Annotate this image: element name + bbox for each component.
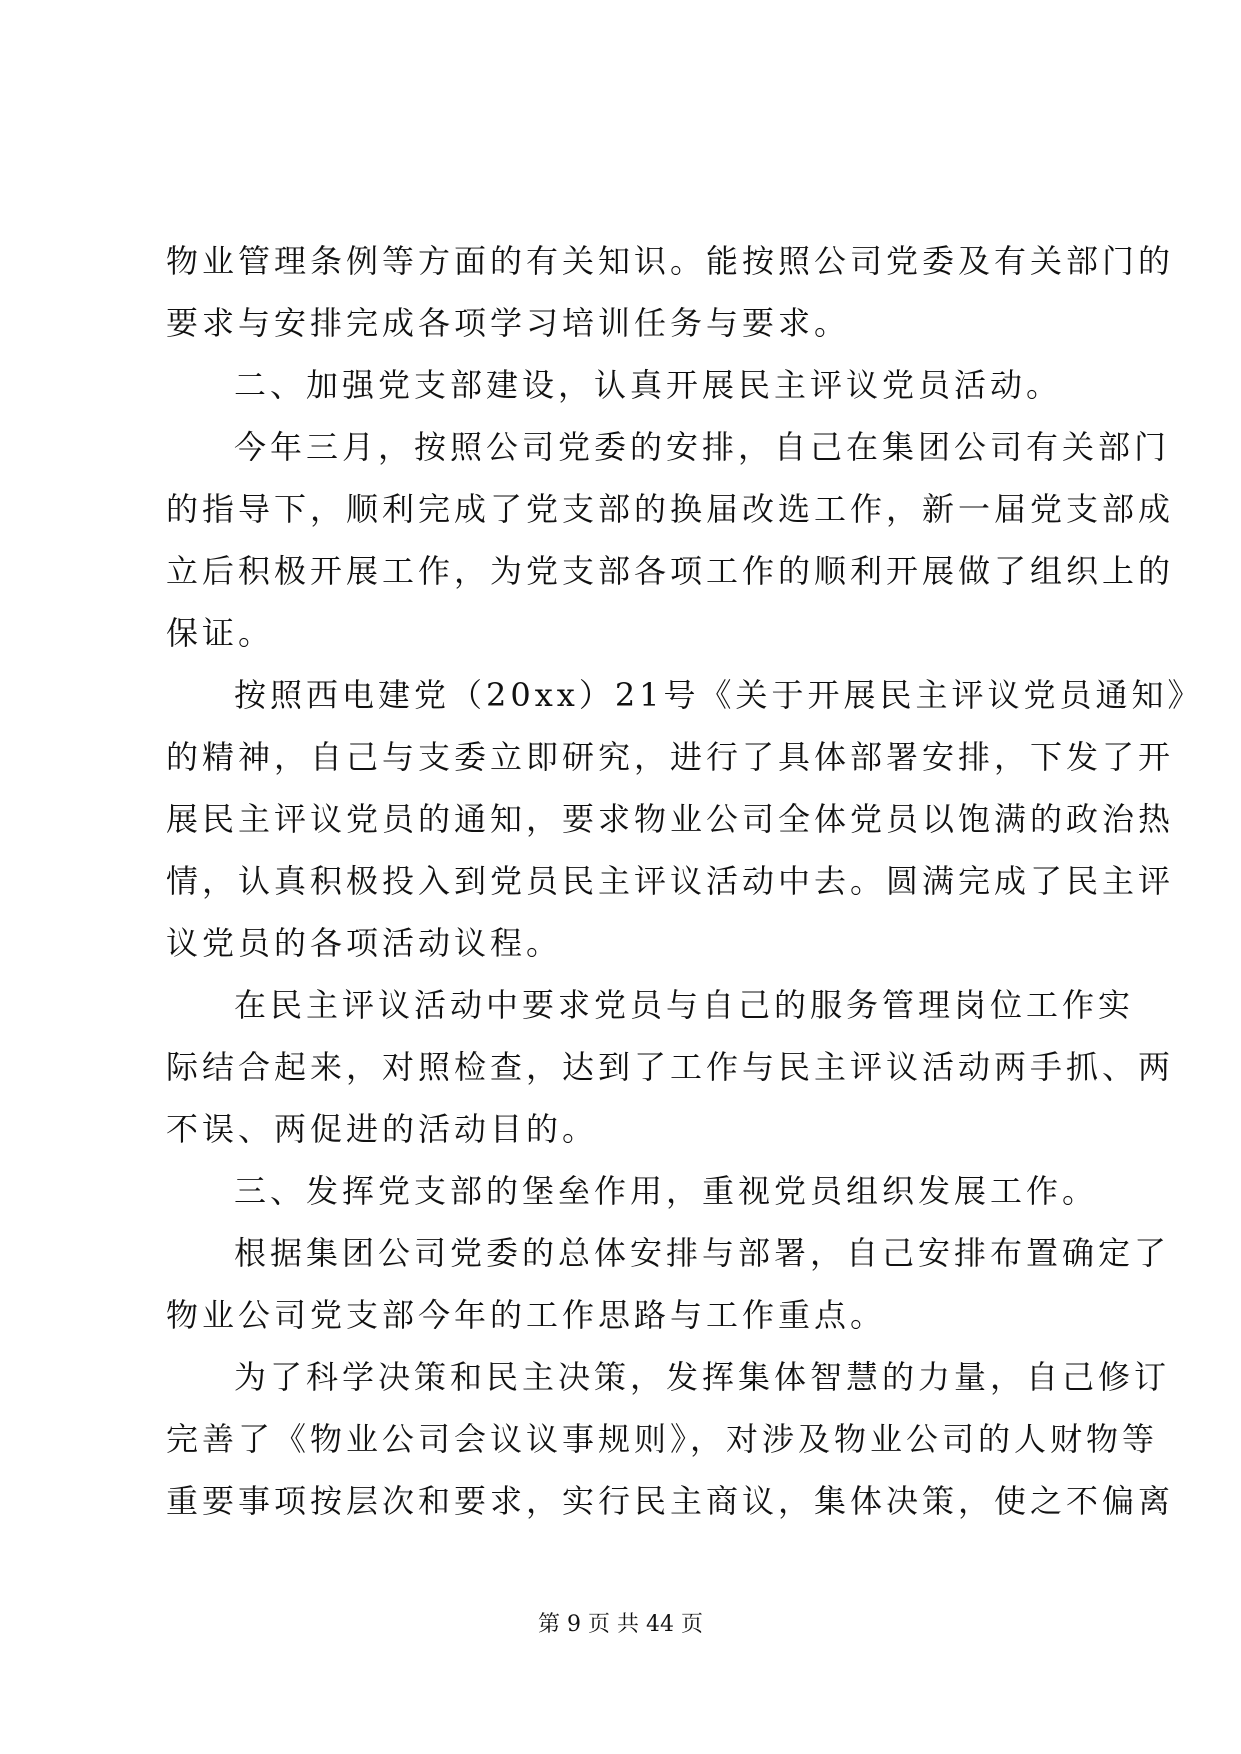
text-line: 的精神，自己与支委立即研究，进行了具体部署安排，下发了开 xyxy=(166,738,1175,776)
page-number-footer: 第 9 页 共 44 页 xyxy=(538,1612,703,1637)
text-line: 为了科学决策和民主决策，发挥集体智慧的力量，自己修订 xyxy=(234,1358,1171,1396)
text-line: 议党员的各项活动议程。 xyxy=(166,924,563,962)
text-line: 今年三月，按照公司党委的安排，自己在集团公司有关部门 xyxy=(234,428,1171,466)
text-line: 际结合起来，对照检查，达到了工作与民主评议活动两手抓、两 xyxy=(166,1048,1175,1086)
text-line: 根据集团公司党委的总体安排与部署，自己安排布置确定了 xyxy=(234,1234,1171,1272)
text-line: 的指导下，顺利完成了党支部的换届改选工作，新一届党支部成 xyxy=(166,490,1175,528)
text-line: 物业管理条例等方面的有关知识。能按照公司党委及有关部门的 xyxy=(166,242,1175,280)
text-line: 立后积极开展工作，为党支部各项工作的顺利开展做了组织上的 xyxy=(166,552,1175,590)
text-line: 要求与安排完成各项学习培训任务与要求。 xyxy=(166,304,851,342)
text-line: 重要事项按层次和要求，实行民主商议，集体决策，使之不偏离 xyxy=(166,1482,1175,1520)
text-line: 二、加强党支部建设，认真开展民主评议党员活动。 xyxy=(234,366,1063,404)
body-text xyxy=(166,230,1204,1532)
text-line: 按照西电建党（20xx）21号《关于开展民主评议党员通知》 xyxy=(234,676,1204,714)
text-line: 情，认真积极投入到党员民主评议活动中去。圆满完成了民主评 xyxy=(166,862,1175,900)
text-line: 展民主评议党员的通知，要求物业公司全体党员以饱满的政治热 xyxy=(166,800,1175,838)
text-line: 在民主评议活动中要求党员与自己的服务管理岗位工作实 xyxy=(234,986,1135,1024)
text-line: 不误、两促进的活动目的。 xyxy=(166,1110,599,1148)
text-line: 物业公司党支部今年的工作思路与工作重点。 xyxy=(166,1296,887,1334)
text-line: 完善了《物业公司会议议事规则》，对涉及物业公司的人财物等 xyxy=(166,1420,1159,1458)
text-line: 三、发挥党支部的堡垒作用，重视党员组织发展工作。 xyxy=(234,1172,1099,1210)
text-line: 保证。 xyxy=(166,614,275,652)
